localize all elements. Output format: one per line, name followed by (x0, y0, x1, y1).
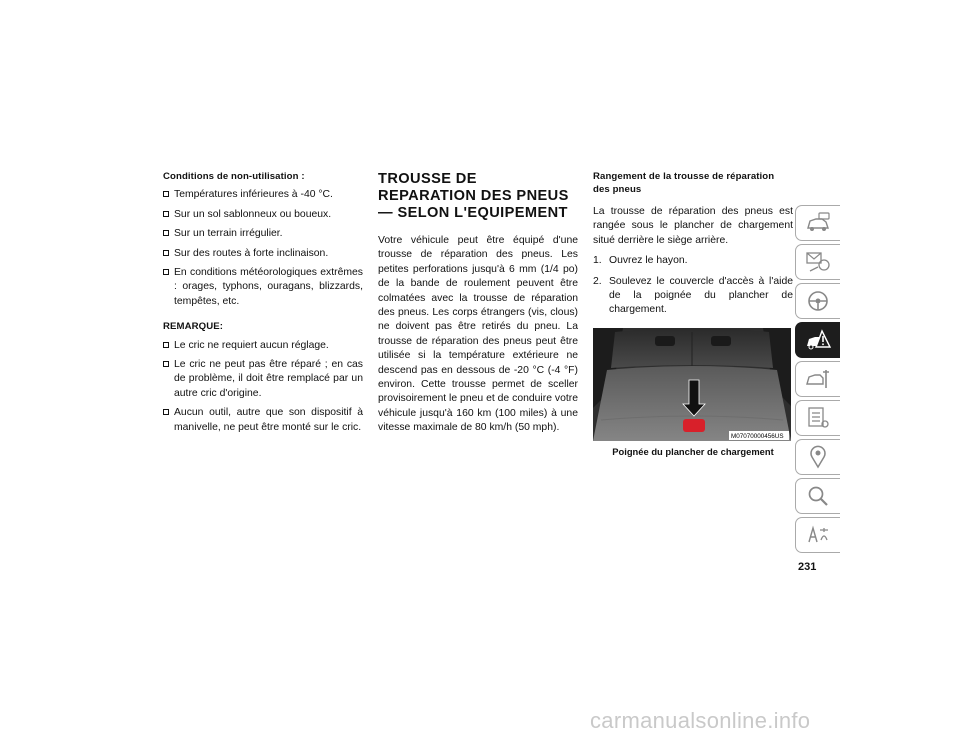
remarque-item: Le cric ne peut pas être réparé ; en cas de problème, il doit être remplacé par un autre cric d'origine. (163, 358, 363, 401)
floor-handle-icon (683, 419, 705, 432)
step-item (593, 275, 793, 318)
left-column (163, 170, 363, 440)
photo-caption: Poignée du plancher de chargement (612, 445, 774, 457)
magnifier-icon (804, 483, 832, 509)
right-column (593, 170, 793, 459)
tab-language[interactable] (795, 517, 840, 553)
envelope-airbag-icon (804, 249, 832, 275)
storage-heading: Rangement de la trousse de réparation des pneus (593, 171, 775, 195)
step-number: 1. (593, 255, 602, 267)
vehicle-dashboard-icon (804, 210, 832, 236)
tab-location[interactable] (795, 439, 840, 475)
tab-warning-car[interactable] (795, 322, 840, 358)
chapter-tabs (795, 205, 840, 556)
tab-magnifier[interactable] (795, 478, 840, 514)
tab-vehicle-dashboard[interactable] (795, 205, 840, 241)
warning-car-icon (804, 327, 832, 353)
section-title: TROUSSE DE REPARATION DES PNEUS — SELON L'EQUIPEMENT (378, 171, 569, 221)
tab-envelope-airbag[interactable] (795, 244, 840, 280)
condition-item: Températures inférieures à -40 °C. (163, 188, 363, 202)
section-paragraph: Votre véhicule peut être équipé d'une trousse de réparation des pneus. Les petites perforations jusqu'à 6 mm (1/4 po) de la bande de roulement peuvent être colmatées avec la trousse de réparation des pneus. Les corps étrangers (vis, clous) ne doivent pas être retirés du pneu. La trousse de réparation des pneus peut être utilisée si la température extérieure ne descend pas en dessous de -20 °C (-4 °F) environ. Cette trousse permet de sceller provisoirement le pneu et de conduire votre véhicule jusqu'à 160 km (100 miles) à une vitesse maximale de 80 km/h (50 mph). (378, 235, 578, 434)
car-tools-icon (804, 366, 832, 392)
conditions-heading: Conditions de non-utilisation : (163, 171, 305, 182)
step-text: Ouvrez le hayon. (609, 255, 688, 267)
language-icon (804, 522, 832, 548)
image-code: M07070000456US (731, 432, 784, 440)
step-number: 2. (593, 275, 602, 287)
remarque-item: Le cric ne requiert aucun réglage. (163, 339, 363, 353)
remarque-item: Aucun outil, autre que son dispositif à manivelle, ne peut être monté sur le cric. (163, 406, 363, 435)
tab-list[interactable] (795, 400, 840, 436)
middle-column (378, 170, 578, 442)
list-icon (804, 405, 832, 431)
location-icon (804, 444, 832, 470)
tab-steering-wheel[interactable] (795, 283, 840, 319)
steering-wheel-icon (804, 288, 832, 314)
condition-item: Sur un sol sablonneux ou boueux. (163, 208, 363, 222)
watermark: carmanualsonline.info (590, 708, 811, 733)
condition-item: Sur des routes à forte inclinaison. (163, 247, 363, 261)
condition-item: Sur un terrain irrégulier. (163, 227, 363, 241)
cargo-floor-illustration (593, 328, 791, 441)
condition-item: En conditions météorologiques extrêmes : orages, typhons, ouragans, blizzards, tempêtes, etc. (163, 266, 363, 309)
remarque-heading: REMARQUE: (163, 321, 224, 333)
cargo-floor-photo (593, 328, 791, 441)
step-text: Soulevez le couvercle d'accès à l'aide de la poignée du plancher de chargement. (609, 275, 793, 316)
page-number: 231 (798, 561, 817, 573)
storage-intro: La trousse de réparation des pneus est rangée sous le plancher de chargement situé derrière le siège arrière. (593, 206, 793, 246)
tab-car-tools[interactable] (795, 361, 840, 397)
step-item (593, 254, 793, 268)
